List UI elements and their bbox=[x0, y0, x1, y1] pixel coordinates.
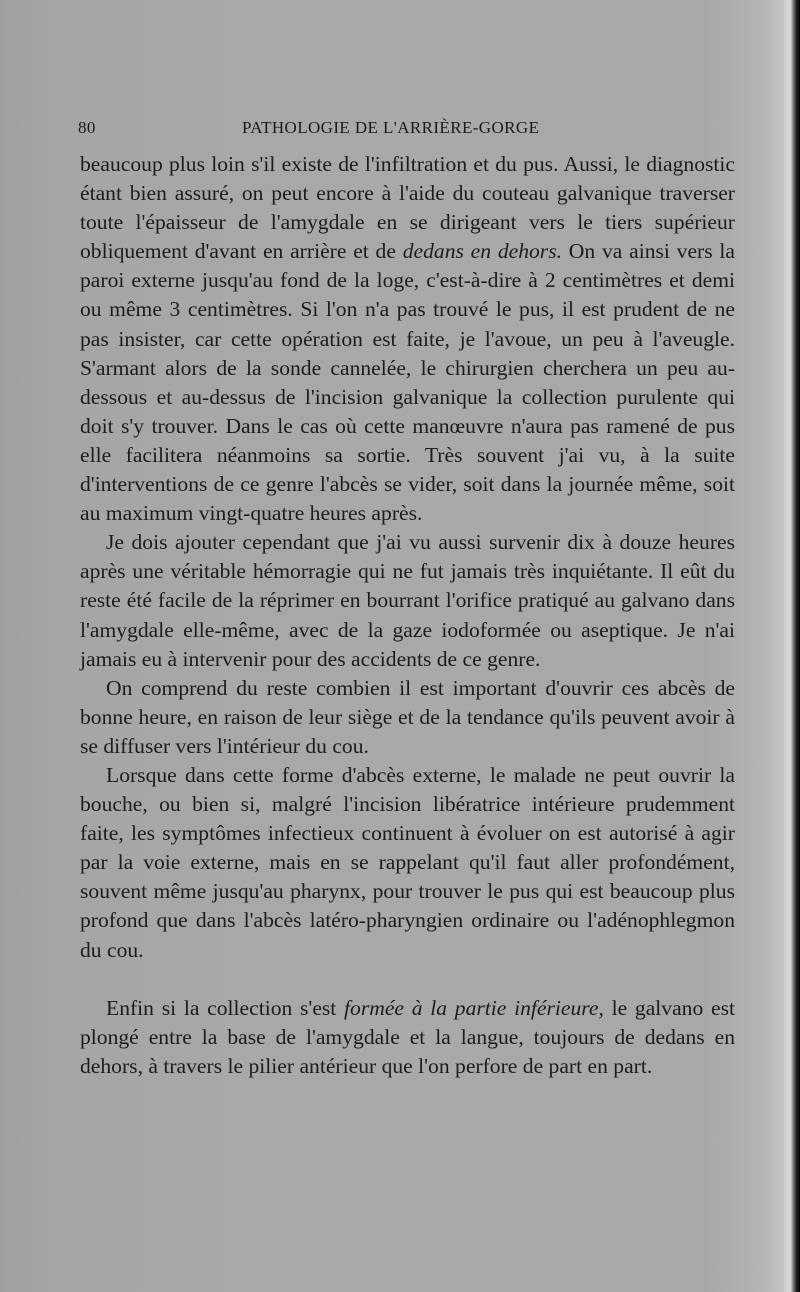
paragraph-5-text-before: Enfin si la collection s'est bbox=[106, 995, 345, 1020]
running-title: PATHOLOGIE DE L'ARRIÈRE-GORGE bbox=[242, 118, 540, 137]
page-number: 80 bbox=[78, 118, 96, 137]
paragraph-5-text-after: le galvano est plongé entre la base de l'amygdale et la langue, toujours de dedans en dehors, à travers le pilier antérieur que l'on perfore de part en part. bbox=[80, 995, 735, 1078]
paragraph-5 bbox=[80, 994, 735, 1081]
paragraph-1-text-before: beaucoup plus loin s'il existe de l'infiltration et du pus. Aussi, le diagnostic étant bien assuré, on peut encore à l'aide du couteau galvanique traverser toute l'épaisseur de l'amygdale en se dirigeant vers le tiers supérieur obliquement d'avant en arrière et de bbox=[80, 152, 735, 264]
paragraph-1-emphasis: dedans en dehors. bbox=[402, 239, 563, 264]
paragraph-1 bbox=[80, 150, 735, 528]
paragraph-5-emphasis: formée à la partie inférieure, bbox=[344, 995, 604, 1020]
paragraph-4: Lorsque dans cette forme d'abcès externe, le malade ne peut ouvrir la bouche, ou bien si, malgré l'incision libératrice intérieure prudemment faite, les symptômes infectieux continuent à évoluer on est autorisé à agir par la voie externe, mais en se rappelant qu'il faut aller profondément, souvent même jusqu'au pharynx, pour trouver le pus qui est beaucoup plus profond que dans l'abcès latéro-pharyngien ordinaire ou l'adénophlegmon du cou. bbox=[80, 762, 735, 962]
body-text bbox=[80, 150, 735, 1081]
paragraph-1-text-after: On va ainsi vers la paroi externe jusqu'au fond de la loge, c'est-à-dire à 2 centimètres et demi ou même 3 centimètres. Si l'on n'a pas trouvé le pus, il est prudent de ne pas insister, car cette opération est faite, je l'avoue, un peu à l'aveugle. S'armant alors de la sonde cannelée, le chirurgien cherchera un peu au-dessous et au-dessus de l'incision galvanique la collection purulente qui doit s'y trouver. Dans le cas où cette manœuvre n'aura pas ramené de pus elle facilitera néanmoins sa sortie. Très souvent j'ai vu, à la suite d'interventions de ce genre l'abcès se vider, soit dans la journée même, soit au maximum vingt-quatre heures après. bbox=[80, 239, 735, 526]
page-edge bbox=[784, 0, 800, 1292]
page-header bbox=[78, 118, 738, 144]
paragraph-3: On comprend du reste combien il est important d'ouvrir ces abcès de bonne heure, en raison de leur siège et de la tendance qu'ils peuvent avoir à se diffuser vers l'intérieur du cou. bbox=[80, 675, 735, 758]
paragraph-2: Je dois ajouter cependant que j'ai vu aussi survenir dix à douze heures après une véritable hémorragie qui ne fut jamais très inquiétante. Il eût du reste été facile de la réprimer en bourrant l'orifice pratiqué au galvano dans l'amygdale elle-même, avec de la gaze iodoformée ou aseptique. Je n'ai jamais eu à intervenir pour des accidents de ce genre. bbox=[80, 530, 735, 671]
